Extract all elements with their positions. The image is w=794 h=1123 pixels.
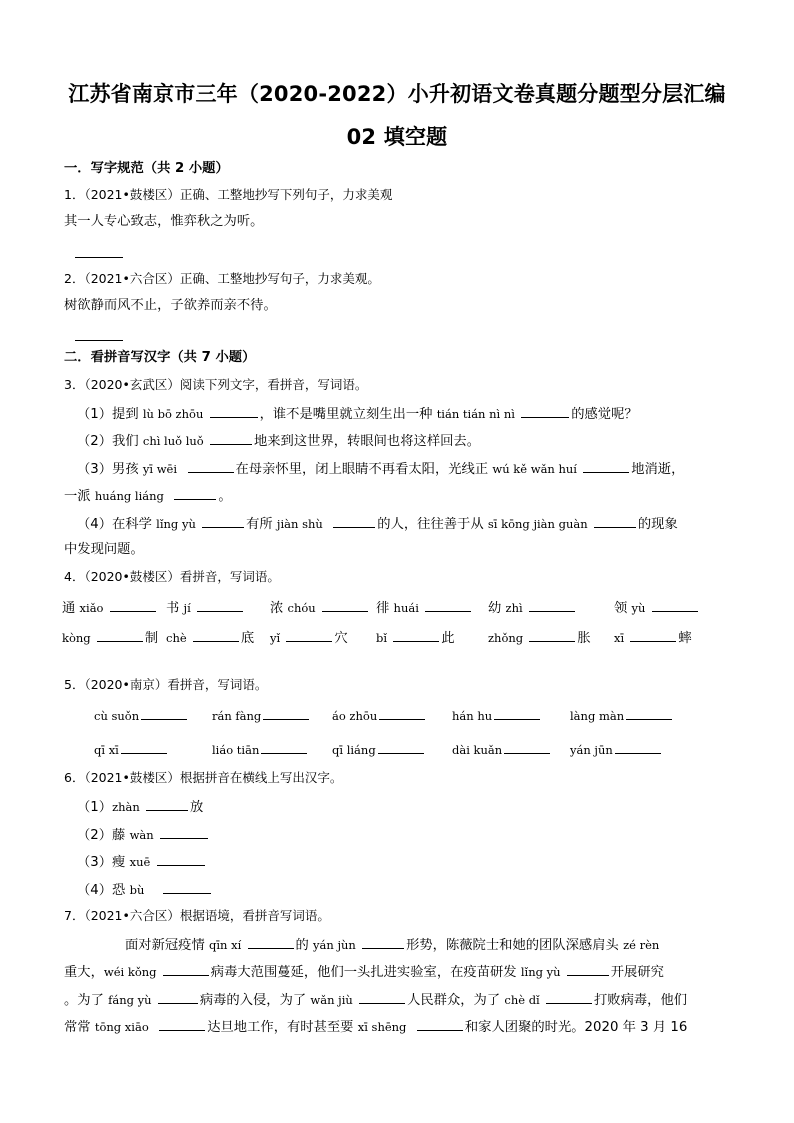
answer-blank[interactable] <box>158 990 198 1004</box>
q5-item: áo zhōu <box>332 706 427 726</box>
section-heading-1: 一．写字规范（共 2 小题） <box>64 161 229 176</box>
q7-paragraph-line-3: 。为了 fáng yù 病毒的入侵，为了 wǎn jiù 人民群众，为了 chè dǐ 打败病毒，他们 <box>64 990 687 1010</box>
question-3-sentence-4b: 中发现问题。 <box>64 542 144 557</box>
question-2-answer-line[interactable] <box>75 340 123 341</box>
answer-blank[interactable] <box>333 514 375 528</box>
question-6-stem: 6．（2021•鼓楼区）根据拼音在横线上写出汉字。 <box>64 770 343 785</box>
question-1-answer-line[interactable] <box>75 257 123 258</box>
answer-blank[interactable] <box>110 598 156 612</box>
q5-item: hán hu <box>452 706 542 726</box>
document-subtitle: 02 填空题 <box>346 125 448 149</box>
answer-blank[interactable] <box>261 740 307 754</box>
answer-blank[interactable] <box>594 514 636 528</box>
q4-item: 幼 zhì <box>488 598 577 618</box>
q4-item: 徘 huái <box>376 598 473 618</box>
q4-item: chè 底 <box>166 628 254 648</box>
answer-blank[interactable] <box>263 706 309 720</box>
q4-item: 领 yù <box>614 598 700 618</box>
answer-blank[interactable] <box>504 740 550 754</box>
q5-item: rán fàng <box>212 706 311 726</box>
answer-blank[interactable] <box>567 962 609 976</box>
question-3-sentence-3b: 一派 huáng liáng 。 <box>64 486 232 506</box>
document-title: 江苏省南京市三年（2020-2022）小升初语文卷真题分题型分层汇编 <box>68 82 726 106</box>
q5-item: cù suǒn <box>94 706 189 726</box>
answer-blank[interactable] <box>210 431 252 445</box>
q5-item: liáo tiān <box>212 740 309 760</box>
answer-blank[interactable] <box>163 962 209 976</box>
q4-item: yǐ 穴 <box>270 628 348 648</box>
q6-item: （2）藤 wàn <box>77 825 210 845</box>
answer-blank[interactable] <box>521 404 569 418</box>
q4-item: kòng 制 <box>62 628 158 648</box>
q6-item: （4）恐 bù <box>77 880 213 900</box>
q5-item: qī xī <box>94 740 169 760</box>
answer-blank[interactable] <box>630 628 676 642</box>
answer-blank[interactable] <box>529 598 575 612</box>
answer-blank[interactable] <box>188 459 234 473</box>
question-5-stem: 5．（2020•南京）看拼音，写词语。 <box>64 677 268 692</box>
question-3-sentence-3: （3）男孩 yī wēi 在母亲怀里，闭上眼睛不再看太阳，光线正 wú kě wǎn huí 地消逝， <box>77 459 684 479</box>
answer-blank[interactable] <box>97 628 143 642</box>
q6-item: （3）瘦 xuē <box>77 852 207 872</box>
pinyin: jiàn shù <box>276 517 323 531</box>
q4-item: 浓 chóu <box>270 598 370 618</box>
answer-blank[interactable] <box>626 706 672 720</box>
question-3-sentence-2: （2）我们 chì luǒ luǒ 地来到这世界，转眼间也将这样回去。 <box>77 431 480 451</box>
answer-blank[interactable] <box>141 706 187 720</box>
question-2-stem: 2．（2021•六合区）正确、工整地抄写句子，力求美观。 <box>64 271 380 286</box>
question-1-sentence: 其一人专心致志，惟弈秋之为听。 <box>64 214 264 229</box>
answer-blank[interactable] <box>210 404 258 418</box>
answer-blank[interactable] <box>494 706 540 720</box>
answer-blank[interactable] <box>248 935 294 949</box>
section-heading-2: 二．看拼音写汉字（共 7 小题） <box>64 350 256 365</box>
pinyin: wú kě wǎn huí <box>492 462 577 476</box>
answer-blank[interactable] <box>362 935 404 949</box>
q5-item: dài kuǎn <box>452 740 552 760</box>
q7-paragraph-line-2: 重大，wéi kǒng 病毒大范围蔓延，他们一头扎进实验室，在疫苗研发 lǐng yù 开展研究 <box>64 962 664 982</box>
question-1-stem: 1．（2021•鼓楼区）正确、工整地抄写下列句子，力求美观 <box>64 187 393 202</box>
answer-blank[interactable] <box>197 598 243 612</box>
question-3-stem: 3．（2020•玄武区）阅读下列文字，看拼音，写词语。 <box>64 377 368 392</box>
pinyin: lù bō zhōu <box>142 407 204 421</box>
pinyin: huáng liáng <box>94 489 164 503</box>
pinyin: tián tián nì nì <box>436 407 515 421</box>
question-4-stem: 4．（2020•鼓楼区）看拼音，写词语。 <box>64 569 280 584</box>
answer-blank[interactable] <box>529 628 575 642</box>
answer-blank[interactable] <box>193 628 239 642</box>
answer-blank[interactable] <box>202 514 244 528</box>
answer-blank[interactable] <box>322 598 368 612</box>
answer-blank[interactable] <box>425 598 471 612</box>
question-7-stem: 7．（2021•六合区）根据语境，看拼音写词语。 <box>64 908 330 923</box>
q4-item: zhǒng 胀 <box>488 628 591 648</box>
answer-blank[interactable] <box>359 990 405 1004</box>
q4-item: xī 蟀 <box>614 628 692 648</box>
answer-blank[interactable] <box>393 628 439 642</box>
question-2-sentence: 树欲静而风不止，子欲养而亲不待。 <box>64 298 277 313</box>
question-3-sentence-1: （1）提到 lù bō zhōu ，谁不是嘴里就立刻生出一种 tián tián nì nì 的感觉呢？ <box>77 404 638 424</box>
answer-blank[interactable] <box>378 740 424 754</box>
answer-blank[interactable] <box>286 628 332 642</box>
pinyin: sī kōng jiàn guàn <box>487 517 588 531</box>
q7-paragraph-line-4: 常常 tōng xiāo 达旦地工作，有时甚至要 xī shēng 和家人团聚的时光。2020 年 3 月 16 <box>64 1017 687 1037</box>
q5-item: yán jūn <box>570 740 663 760</box>
q7-paragraph-line-1: 面对新冠疫情 qīn xí 的 yán jùn 形势，陈薇院士和她的团队深感肩头 zé rèn <box>125 935 659 955</box>
answer-blank[interactable] <box>583 459 629 473</box>
q5-item: qī liáng <box>332 740 426 760</box>
answer-blank[interactable] <box>121 740 167 754</box>
answer-blank[interactable] <box>652 598 698 612</box>
answer-blank[interactable] <box>159 1017 205 1031</box>
q6-item: （1）zhàn 放 <box>77 797 203 817</box>
question-3-sentence-4: （4）在科学 lǐng yù 有所 jiàn shù 的人，往往善于从 sī kōng jiàn guàn 的现象 <box>77 514 678 534</box>
pinyin: yī wēi <box>142 462 178 476</box>
answer-blank[interactable] <box>379 706 425 720</box>
q4-item: 通 xiǎo <box>62 598 158 618</box>
answer-blank[interactable] <box>146 797 188 811</box>
pinyin: lǐng yù <box>156 517 196 531</box>
answer-blank[interactable] <box>163 880 211 894</box>
q5-item: làng màn <box>570 706 674 726</box>
q4-item: bǐ 此 <box>376 628 455 648</box>
q4-item: 书 jí <box>166 598 245 618</box>
answer-blank[interactable] <box>546 990 592 1004</box>
answer-blank[interactable] <box>417 1017 463 1031</box>
answer-blank[interactable] <box>160 825 208 839</box>
pinyin: chì luǒ luǒ <box>142 434 204 448</box>
answer-blank[interactable] <box>174 486 216 500</box>
answer-blank[interactable] <box>615 740 661 754</box>
answer-blank[interactable] <box>157 852 205 866</box>
